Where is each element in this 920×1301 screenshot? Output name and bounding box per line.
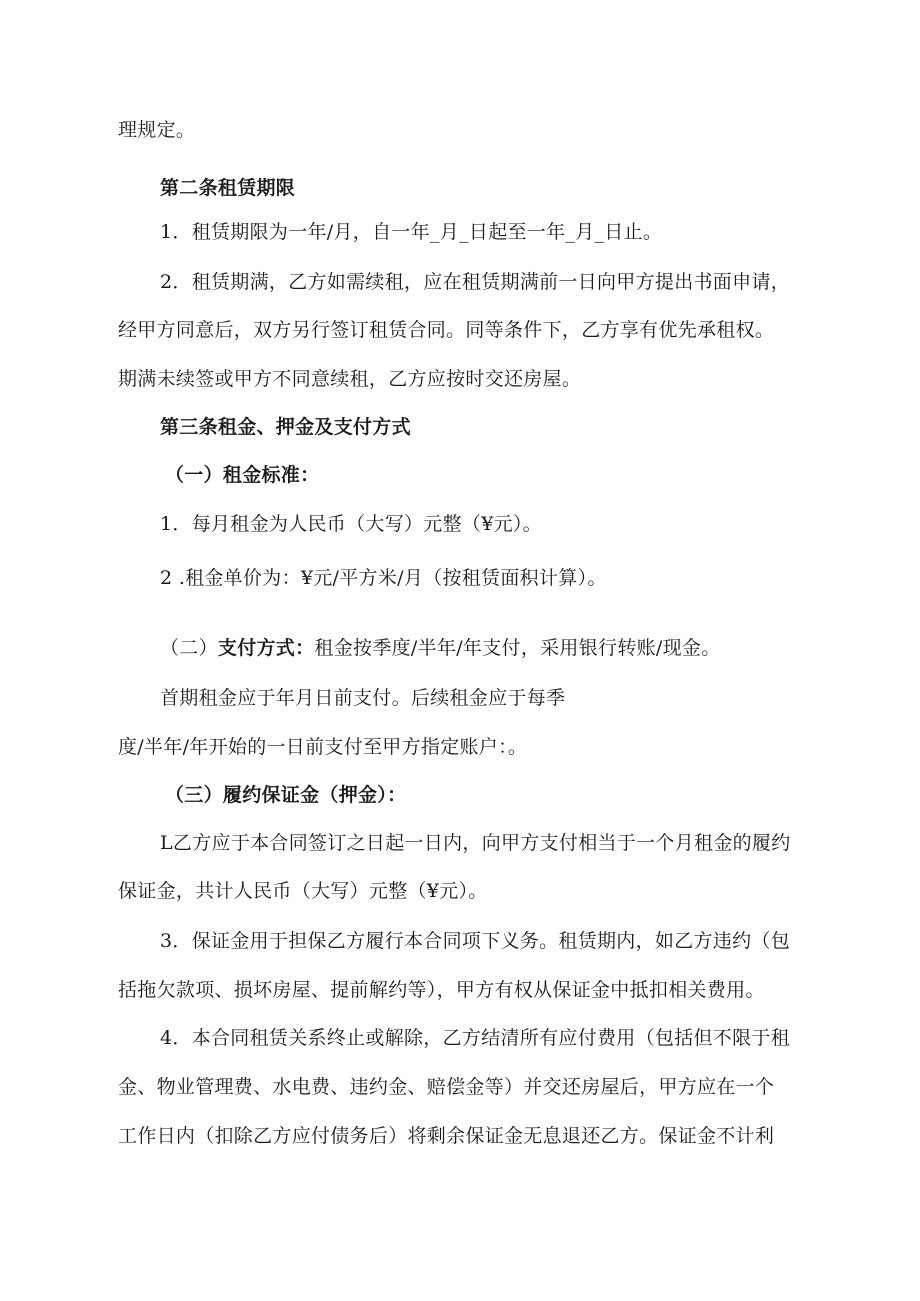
- section-3-item-3-line-1: 3．保证金用于担保乙方履行本合同项下义务。租赁期内，如乙方违约（包: [160, 930, 790, 952]
- section-3-item-4-line-1: 4．本合同租赁关系终止或解除，乙方结清所有应付费用（包括但不限于租: [160, 1027, 790, 1049]
- article-2-item-1: 1．租赁期限为一年/月，自一年_月_日起至一年_月_日止。: [160, 221, 663, 243]
- section-2-text: 租金按季度/半年/年支付，采用银行转账/现金。: [314, 637, 721, 659]
- article-2-item-2-line-1: 2．租赁期满，乙方如需续租，应在租赁期满前一日向甲方提出书面申请，: [160, 271, 790, 293]
- section-3-item-4-line-2: 金、物业管理费、水电费、违约金、赔偿金等）并交还房屋后，甲方应在一个: [118, 1076, 775, 1098]
- article-2-heading: 第二条租赁期限: [160, 177, 296, 199]
- section-1-item-2: 2 .租金单价为：¥元/平方米/月（按租赁面积计算）。: [160, 567, 607, 589]
- paragraph-line: 理规定。: [118, 119, 196, 141]
- section-3-item-3-line-2: 括拖欠款项、损坏房屋、提前解约等），甲方有权从保证金中抵扣相关费用。: [118, 979, 765, 1001]
- section-3-item-1-line-1: L乙方应于本合同签订之日起一日内，向甲方支付相当于一个月租金的履约: [160, 832, 791, 854]
- section-3-item-4-line-3: 工作日内（扣除乙方应付债务后）将剩余保证金无息退还乙方。保证金不计利: [118, 1125, 775, 1147]
- section-2-line-2: 首期租金应于年月日前支付。后续租金应于每季: [160, 687, 566, 709]
- section-2-line-1: [160, 636, 721, 660]
- section-2-label: 支付方式：: [217, 637, 315, 659]
- section-2-prefix: （二）: [160, 637, 218, 659]
- section-3-item-1-line-2: 保证金，共计人民币（大写）元整（¥元）。: [118, 880, 488, 902]
- article-2-item-2-line-2: 经甲方同意后，双方另行签订租赁合同。同等条件下，乙方享有优先承租权。: [118, 319, 775, 341]
- section-2-line-3: 度/半年/年开始的一日前支付至甲方指定账户：。: [118, 736, 528, 758]
- section-1-heading: （一）租金标准：: [165, 464, 320, 486]
- article-3-heading: 第三条租金、押金及支付方式: [160, 416, 411, 438]
- article-2-item-2-line-3: 期满未续签或甲方不同意续租，乙方应按时交还房屋。: [118, 368, 582, 390]
- section-1-item-1: 1．每月租金为人民币（大写）元整（¥元）。: [160, 513, 542, 535]
- section-3-heading: （三）履约保证金（押金）：: [165, 784, 407, 806]
